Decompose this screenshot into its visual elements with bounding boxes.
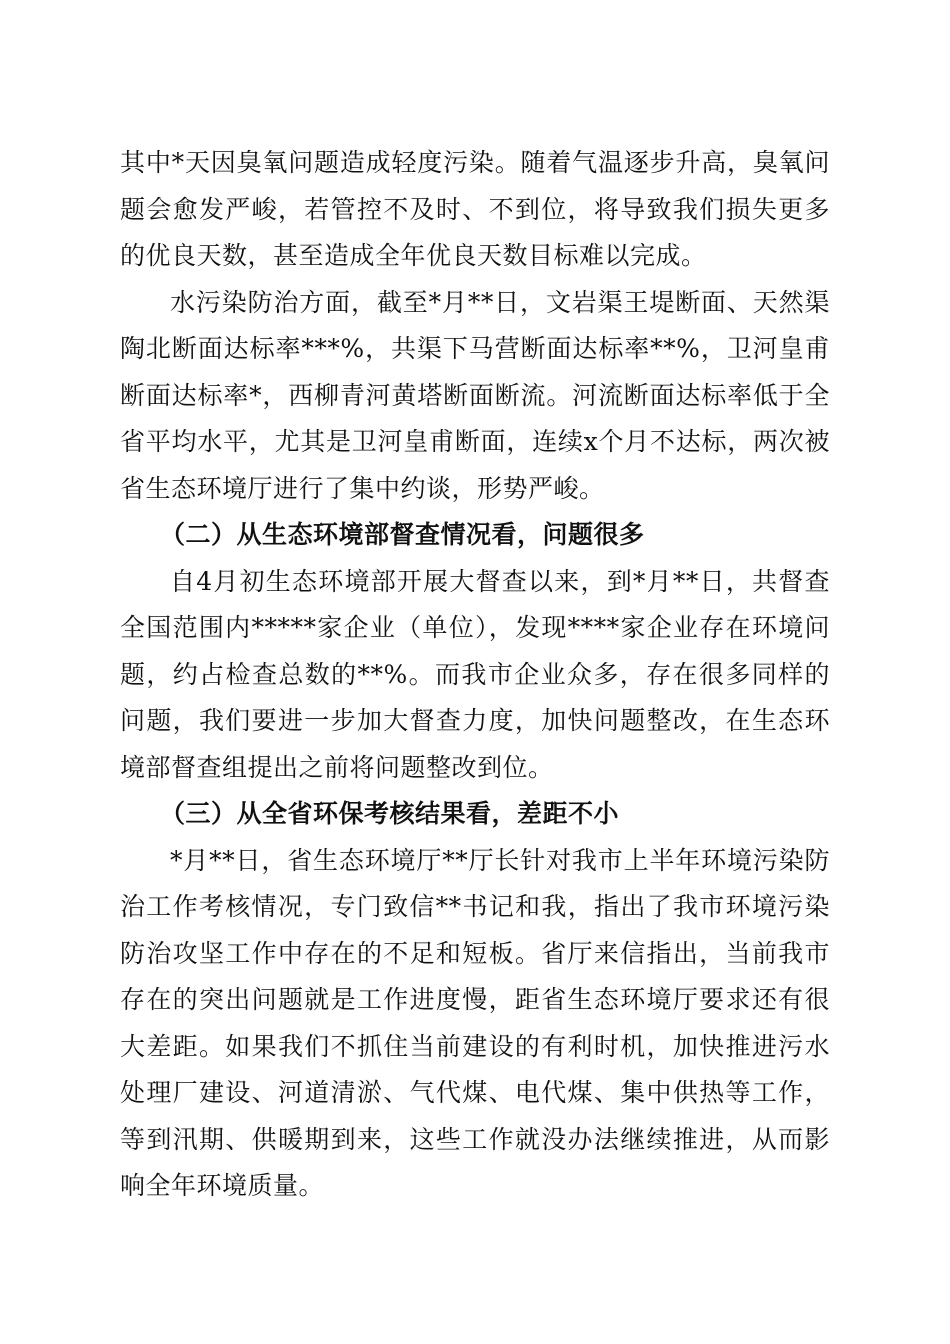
paragraph-ozone-pollution: 其中*天因臭氧问题造成轻度污染。随着气温逐步升高，臭氧问题会愈发严峻，若管控不及时、不到位，将导致我们损失更多的优良天数，甚至造成全年优良天数目标难以完成。 [120, 148, 830, 270]
section-heading-assessment: （三）从全省环保考核结果看，差距不小 [160, 799, 620, 828]
section-heading-inspection: （二）从生态环境部督查情况看，问题很多 [160, 520, 645, 549]
document-page [120, 140, 830, 1210]
paragraph-water-pollution: 水污染防治方面，截至*月**日，文岩渠王堤断面、天然渠陶北断面达标率***%，共渠下马营断面达标率**%，卫河皇甫断面达标率*，西柳青河黄塔断面断流。河流断面达标率低于全省平均水平，尤其是卫河皇甫断面，连续x个月不达标，两次被省生态环境厅进行了集中约谈，形势严峻。 [120, 287, 830, 503]
paragraph-assessment: *月**日，省生态环境厅**厅长针对我市上半年环境污染防治工作考核情况，专门致信**书记和我，指出了我市环境污染防治攻坚工作中存在的不足和短板。省厅来信指出，当前我市存在的突出问题就是工作进度慢，距省生态环境厅要求还有很大差距。如果我们不抓住当前建设的有利时机，加快推进污水处理厂建设、河道清淤、气代煤、电代煤、集中供热等工作，等到汛期、供暖期到来，这些工作就没办法继续推进，从而影响全年环境质量。 [120, 845, 830, 1200]
paragraph-inspection: 自4月初生态环境部开展大督查以来，到*月**日，共督查全国范围内*****家企业（单位），发现****家企业存在环境问题，约占检查总数的**%。而我市企业众多，存在很多同样的问题，我们要进一步加大督查力度，加快问题整改，在生态环境部督查组提出之前将问题整改到位。 [120, 566, 830, 782]
